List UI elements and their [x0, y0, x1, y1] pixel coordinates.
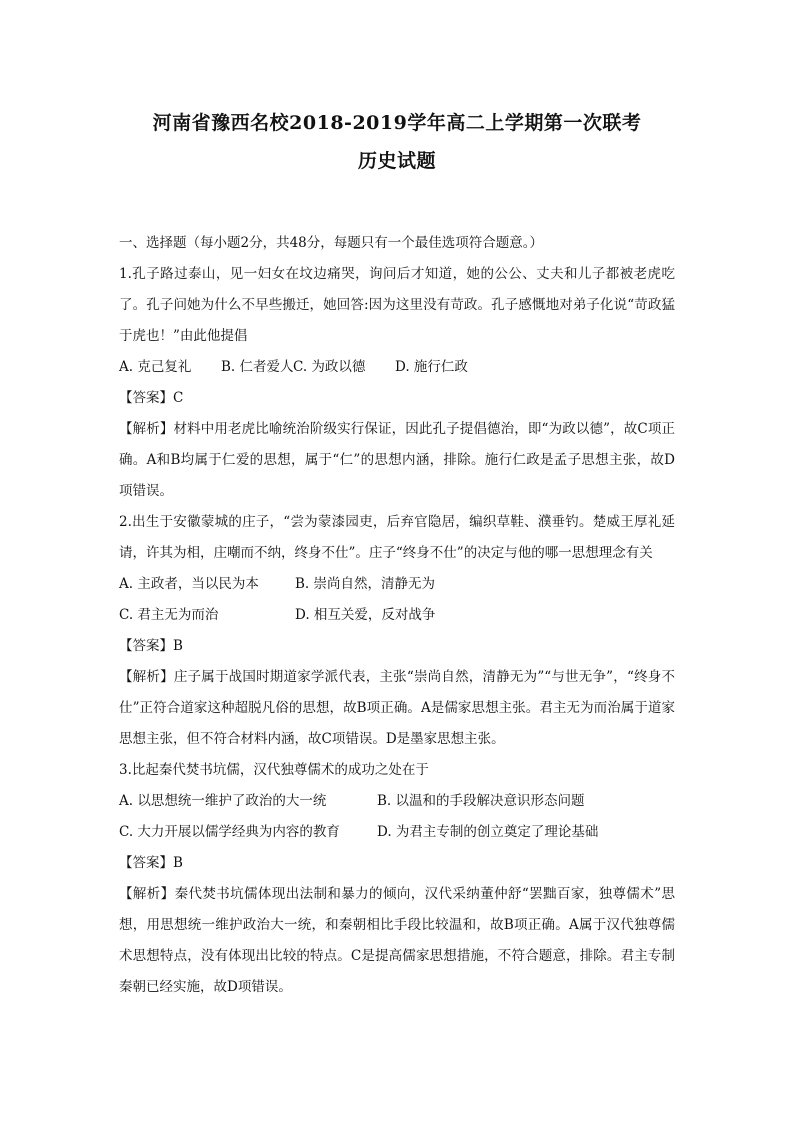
question-3-options-row2 [119, 817, 675, 848]
question-3-analysis: 【解析】秦代焚书坑儒体现出法制和暴力的倾向，汉代采纳董仲舒“罢黜百家，独尊儒术”思想，用思想统一维护政治大一统，和秦朝相比手段比较温和，故B项正确。A属于汉代独尊儒术思想特点，没有体现出比较的特点。C是提高儒家思想措施，不符合题意，排除。君主专制秦朝已经实施，故D项错误。 [119, 886, 675, 995]
option-b: B. 崇尚自然，清静无为 [295, 576, 436, 592]
question-2-options-row1 [119, 569, 675, 600]
question-1-answer: 【答案】C [119, 390, 184, 406]
question-1-options [119, 352, 675, 383]
question-1-stem: 1.孔子路过泰山，见一妇女在坟边痛哭，询问后才知道，她的公公、丈夫和儿子都被老虎吃了。孔子问她为什么不早些搬迁，她回答:因为这里没有苛政。孔子感慨地对弟子化说“苛政猛于虎也！”由此他提倡 [119, 266, 675, 344]
document-title: 河南省豫西名校2018-2019学年高二上学期第一次联考 [152, 112, 642, 134]
option-b: B. 以温和的手段解决意识形态问题 [377, 793, 585, 809]
option-b: B. 仁者爱人 [221, 359, 294, 375]
question-3-answer: 【答案】B [119, 855, 183, 871]
option-d: D. 施行仁政 [395, 359, 468, 375]
question-2-analysis: 【解析】庄子属于战国时期道家学派代表，主张“崇尚自然，清静无为”“与世无争”，“终身不仕”正符合道家这种超脱凡俗的思想，故B项正确。A是儒家思想主张。君主无为而治属于道家思想主张，但不符合材料内涵，故C项错误。D是墨家思想主张。 [119, 669, 675, 747]
option-c: C. 大力开展以儒学经典为内容的教育 [119, 824, 340, 840]
question-3-stem: 3.比起秦代焚书坑儒，汉代独尊儒术的成功之处在于 [119, 762, 429, 778]
document-subtitle: 历史试题 [357, 150, 436, 172]
option-d: D. 相互关爱，反对战争 [295, 607, 436, 623]
option-a: A. 以思想统一维护了政治的大一统 [119, 793, 327, 809]
question-1-analysis: 【解析】材料中用老虎比喻统治阶级实行保证，因此孔子提倡德治，即“为政以德”，故C项正确。A和B均属于仁爱的思想，属于“仁”的思想内涵，排除。施行仁政是孟子思想主张，故D项错误。 [119, 421, 675, 499]
option-c: C. 为政以德 [293, 359, 366, 375]
option-d: D. 为君主专制的创立奠定了理论基础 [377, 824, 599, 840]
section-heading: 一、选择题（每小题2分，共48分，每题只有一个最佳选项符合题意。） [119, 235, 544, 251]
question-2-answer: 【答案】B [119, 638, 183, 654]
document-body [119, 228, 675, 1003]
question-3-options-row1 [119, 786, 675, 817]
option-a: A. 克己复礼 [119, 359, 192, 375]
question-2-stem: 2.出生于安徽蒙城的庄子，“尝为蒙漆园吏，后弃官隐居，编织草鞋、濮垂钓。楚威王厚礼延请，许其为相，庄嘲而不纳，终身不仕”。庄子“终身不仕”的决定与他的哪一思想理念有关 [119, 514, 675, 561]
option-c: C. 君主无为而治 [119, 607, 219, 623]
option-a: A. 主政者，当以民为本 [119, 576, 259, 592]
question-2-options-row2 [119, 600, 675, 631]
